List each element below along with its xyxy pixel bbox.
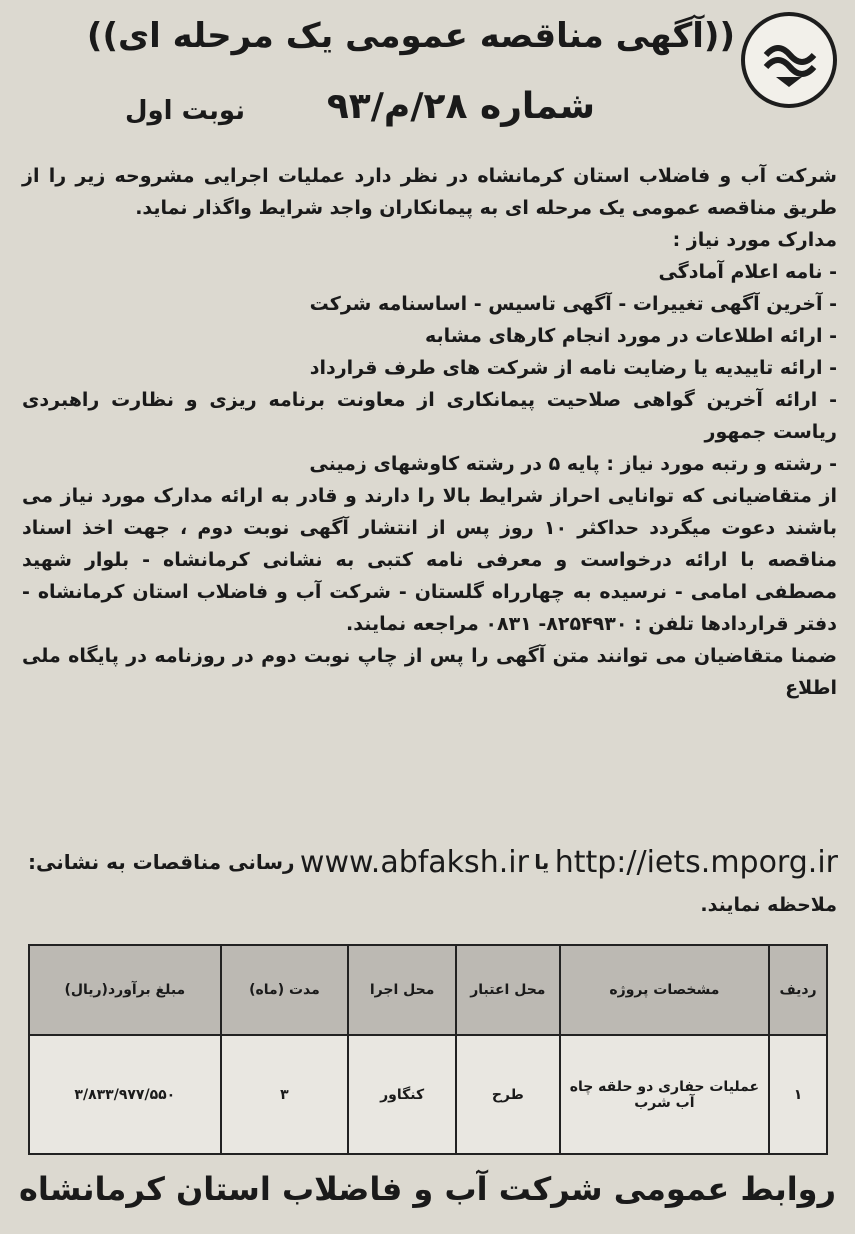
header-location: محل اجرا: [348, 945, 456, 1035]
tender-table: [28, 944, 828, 1155]
header-estimate: مبلغ برآورد(ریال): [29, 945, 221, 1035]
or-text: یا: [534, 850, 550, 874]
header-project: مشخصات پروژه: [560, 945, 769, 1035]
invitation-paragraph: از متقاضیانی که توانایی احراز شرایط بالا را دارند و قادر به ارائه مدارک مورد نیاز می باشند دعوت میگردد حداکثر ۱۰ روز پس از انتشار آگهی نوبت دوم ، جهت اخذ اسناد مناقصه با ارائه درخواست و معرفی نامه کتبی به نشانی کرمانشاه - بلوار شهید مصطفی امامی - نرسیده به چهارراه گلستان - شرکت آب و فاضلاب استان کرمانشاه - دفتر قراردادها تلفن : ۸۲۵۴۹۳۰- ۰۸۳۱ مراجعه نمایند.: [22, 485, 837, 635]
intro-paragraph: شرکت آب و فاضلاب استان کرمانشاه در نظر دارد عملیات اجرایی مشروحه زیر را از طریق مناقصه عمومی یک مرحله ای به پیمانکاران واجد شرایط واگذار نماید.: [22, 165, 837, 219]
website-line: [28, 838, 838, 886]
header-duration: مدت (ماه): [221, 945, 349, 1035]
requirement-item: - نامه اعلام آمادگی: [658, 261, 837, 283]
closing-text: ملاحظه نمایند.: [700, 894, 837, 916]
requirements-heading: مدارک مورد نیاز :: [672, 229, 837, 251]
public-relations-signature: روابط عمومی شرکت آب و فاضلاب استان کرمانشاه: [19, 1170, 836, 1208]
requirement-item: - ارائه آخرین گواهی صلاحیت پیمانکاری از معاونت برنامه ریزی و نظارت راهبردی ریاست جمهور: [22, 389, 837, 443]
cell-location: کنگاور: [348, 1035, 456, 1154]
table-header-row: [29, 945, 827, 1035]
header-funding: محل اعتبار: [456, 945, 560, 1035]
requirement-item: - ارائه اطلاعات در مورد انجام کارهای مشابه: [424, 325, 837, 347]
header-row-number: ردیف: [769, 945, 827, 1035]
requirement-item: - آخرین آگهی تغییرات - آگهی تاسیس - اساسنامه شرکت: [309, 293, 837, 315]
iets-link[interactable]: http://iets.mporg.ir: [554, 844, 838, 880]
website-label: رسانی مناقصات به نشانی:: [28, 850, 295, 874]
cell-row-number: ۱: [769, 1035, 827, 1154]
publication-round: نوبت اول: [124, 96, 245, 126]
notice-paragraph: ضمنا متقاضیان می توانند متن آگهی را پس از چاپ نوبت دوم در روزنامه در پایگاه ملی اطلاع: [22, 645, 837, 699]
table-row: [29, 1035, 827, 1154]
abfaksh-link[interactable]: www.abfaksh.ir: [299, 844, 529, 880]
notice-title: ((آگهی مناقصه عمومی یک مرحله ای)): [86, 16, 735, 56]
requirement-item: - ارائه تاییدیه یا رضایت نامه از شرکت های طرف قرارداد: [309, 357, 837, 379]
notice-body: [22, 160, 837, 704]
notice-number: شماره ۲۸/م/۹۳: [326, 86, 595, 127]
cell-project: عملیات حفاری دو حلقه چاه آب شرب: [560, 1035, 769, 1154]
wave-logo-icon: [754, 25, 824, 95]
requirement-item: - رشته و رتبه مورد نیاز : پایه ۵ در رشته کاوشهای زمینی: [309, 453, 837, 475]
cell-funding: طرح: [456, 1035, 560, 1154]
water-company-logo: [741, 12, 837, 108]
cell-estimate: ۳/۸۳۳/۹۷۷/۵۵۰: [29, 1035, 221, 1154]
cell-duration: ۳: [221, 1035, 349, 1154]
